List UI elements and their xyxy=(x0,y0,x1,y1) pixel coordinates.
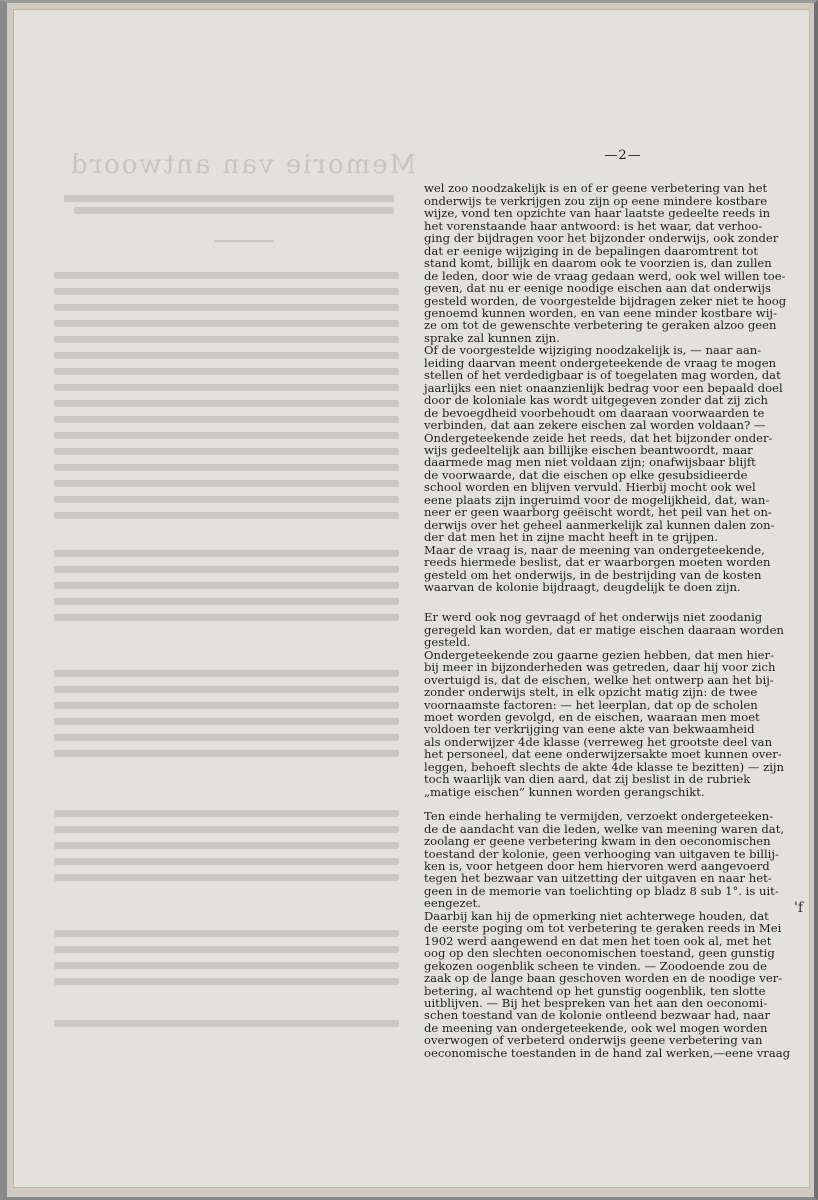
paragraph: Of de voorgestelde wijziging noodzakelijk is, — naar aan- leiding daarvan meent ondergeteekende de vraag te mogen stellen of het verdedigbaar is of toegelaten mag worden, dat jaarlijks een niet onaanzienlijk bedrag voor een bepaald doel door de koloniale kas wordt uitgegeven zonder dat zij zich de bevoegdheid voorbehoudt om daaraan voorwaarden te verbinden, dat aan zekere eischen zal worden voldaan? — Ondergeteekende zeide het reeds, dat het bijzonder onder- wijs gedeeltelijk aan billijke eischen beantwoordt, maar daarmede mag men niet voldaan zijn; onafwijsbaar blijft de voorwaarde, dat die eischen op elke gesubsidieerde school worden en blijven vervuld. Hierbij mocht ook wel eene plaats zijn ingeruimd voor de mogelijkheid, dat, wan- neer er geen waarborg geëischt wordt, het peil van het on- derwijs over het geheel aanmerkelijk zal kunnen dalen zon- der dat men het in zijne macht heeft in te grijpen. xyxy=(424,343,783,545)
paragraph-gap xyxy=(424,593,792,611)
bleed-through-line xyxy=(54,734,399,741)
paragraph: Maar de vraag is, naar de meening van ondergeteekende, reeds hiermede beslist, dat er waarborgen moeten worden gesteld om het onderwijs, in de bestrijding van de kosten waarvan de kolonie bijdraagt, deugdelijk te doen zijn. xyxy=(424,542,771,594)
bleed-through-line xyxy=(54,718,399,725)
bleed-through-line xyxy=(54,320,399,327)
bleed-through-line xyxy=(54,978,399,985)
bleed-through-line xyxy=(54,858,399,865)
bleed-through-line xyxy=(54,336,399,343)
bleed-through-line xyxy=(54,614,399,621)
bleed-through-line xyxy=(64,195,394,202)
bleed-through-line xyxy=(54,512,399,519)
bleed-through-title: Memorie van antwoord xyxy=(69,150,417,180)
bleed-through-line xyxy=(54,566,399,573)
bleed-through-line xyxy=(54,304,399,311)
bleed-through-line xyxy=(54,448,399,455)
bleed-through-line xyxy=(54,416,399,423)
bleed-through-line xyxy=(54,1020,399,1027)
paragraph: Daarbij kan hij de opmerking niet achterwege houden, dat de eerste poging om tot verbetering te geraken reeds in Mei 1902 werd aangewend en dat men het toen ook al, met het oog op den slechten oeconomischen toestand, geen gunstig gekozen oogenblik scheen te vinden. — Zoodoende zou de zaak op de lange baan geschoven worden en de noodige ver- betering, al wachtend op het gunstig oogenblik, ten slotte uitblijven. — Bij het bespreken van het aan den oeconomi- schen toestand van de kolonie ontleend bezwaar had, naar de meening van ondergeteekende, ook wel mogen worden overwogen of verbeterd onderwijs geene verbetering van oeconomische toestanden in de hand zal werken,—eene vraag xyxy=(424,908,791,1060)
bleed-through-line xyxy=(54,496,399,503)
bleed-through-line xyxy=(54,598,399,605)
bleed-through-line xyxy=(54,272,399,279)
bleed-through-line xyxy=(54,962,399,969)
bleed-through-line xyxy=(54,670,399,677)
bleed-through-line xyxy=(54,288,399,295)
bleed-through-line xyxy=(54,702,399,709)
document-page xyxy=(14,10,809,1187)
bleed-through-line xyxy=(54,810,399,817)
page-number: —2— xyxy=(604,148,642,163)
bleed-through-line xyxy=(74,207,394,214)
bleed-through-line xyxy=(54,400,399,407)
paragraph: Er werd ook nog gevraagd of het onderwijs niet zoodanig geregeld kan worden, dat er matige eischen daaraan worden gesteld. xyxy=(424,610,784,650)
edge-mark: 'f xyxy=(793,900,803,916)
bleed-through-line xyxy=(54,464,399,471)
bleed-through-line xyxy=(54,550,399,557)
bleed-through-line xyxy=(54,946,399,953)
bleed-through-line xyxy=(54,368,399,375)
bleed-through-line xyxy=(54,750,399,757)
bleed-through-line xyxy=(54,480,399,487)
paragraph: Ondergeteekende zou gaarne gezien hebben, dat men hier- bij meer in bijzonderheden was getreden, daar hij voor zich overtuigd is, dat de eischen, welke het ontwerp aan het bij- zonder onderwijs stelt, in elk opzicht matig zijn: de twee voornaamste factoren: — het leerplan, dat op de scholen moet worden gevolgd, en de eischen, waaraan men moet voldoen ter verkrijging van eene akte van bekwaamheid als onderwijzer 4de klasse (verreweg het grootste deel van het personeel, dat eene onderwijzersakte moet kunnen over- leggen, behoeft slechts de akte 4de klasse te bezitten) — zijn toch waarlijk van dien aard, dat zij beslist in de rubriek „matige eischen” kunnen worden gerangschikt. xyxy=(424,647,784,799)
bleed-through-line xyxy=(54,582,399,589)
bleed-through-line xyxy=(54,842,399,849)
text-column xyxy=(424,150,792,1059)
bleed-through-line xyxy=(54,826,399,833)
paragraph: Ten einde herhaling te vermijden, verzoekt ondergeteeken- de de aandacht van die leden, welke van meening waren dat, zoolang er geene verbetering kwam in den oeconomischen toestand der kolonie, geen verhooging van uitgaven te billij- ken is, voor hetgeen door hem hiervoren werd aangevoerd tegen het bezwaar van uitzetting der uitgaven en naar het- geen in de memorie van toelichting op bladz 8 sub 1°. is uit- eengezet. xyxy=(424,809,785,911)
bleed-through-line xyxy=(54,686,399,693)
bleed-through-line xyxy=(54,874,399,881)
bleed-through-line xyxy=(54,930,399,937)
bleed-through-line xyxy=(214,240,274,242)
bleed-through-line xyxy=(54,432,399,439)
paragraph: wel zoo noodzakelijk is en of er geene verbetering van het onderwijs te verkrijgen zou zijn op eene mindere kostbare wijze, vond ten opzichte van haar laatste gedeelte reeds in het vorenstaande haar antwoord: is het waar, dat verhoo- ging der bijdragen voor het bijzonder onderwijs, ook zonder dat er eenige wijziging in de bepalingen daaromtrent tot stand komt, billijk en daarom ook te voorzien is, dan zullen de leden, door wie de vraag gedaan werd, ook wel willen toe- geven, dat nu er eenige noodige eischen aan dat onderwijs gesteld worden, de voorgestelde bijdragen zeker niet te hoog genoemd kunnen worden, en van eene minder kostbare wij- ze om tot de gewenschte verbetering te geraken alzoo geen sprake zal kunnen zijn. xyxy=(424,181,787,345)
bleed-through-line xyxy=(54,352,399,359)
bleed-through-line xyxy=(54,384,399,391)
